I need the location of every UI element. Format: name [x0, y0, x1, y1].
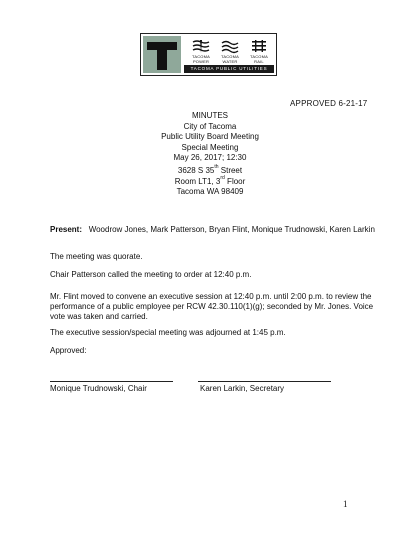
- heading-datetime: May 26, 2017; 12:30: [173, 153, 247, 162]
- chair-signature-label: Monique Trudnowski, Chair: [50, 384, 147, 393]
- tacoma-water-division: [216, 39, 244, 64]
- approved-label: Approved:: [50, 346, 87, 355]
- motion-paragraph: Mr. Flint moved to convene an executive session at 12:40 p.m. until 2:00 p.m. to review the performance of a public employee per RCW 42.30.110(1)(g); seconded by Mr. Jones. Voice vote was taken and carried.: [50, 292, 374, 321]
- t-logo-icon: [143, 36, 181, 73]
- power-icon: [187, 39, 215, 54]
- present-names: Woodrow Jones, Mark Patterson, Bryan Flint, Monique Trudnowski, Karen Larkin: [88, 225, 375, 234]
- secretary-signature-label: Karen Larkin, Secretary: [200, 384, 285, 393]
- address-street: 3628 S 35th Street: [177, 164, 243, 175]
- present-attendees: [50, 225, 378, 235]
- heading-board: Public Utility Board Meeting: [161, 132, 259, 141]
- division-label: TACOMA WATER: [220, 54, 239, 64]
- tacoma-power-division: [187, 39, 215, 64]
- heading-type: Special Meeting: [181, 142, 239, 152]
- address-room: Room LT1, 3rd Floor: [174, 174, 246, 186]
- secretary-signature-line: [198, 381, 331, 382]
- logo-banner: TACOMA PUBLIC UTILITIES: [184, 65, 274, 73]
- tacoma-rail-division: [245, 39, 273, 64]
- water-icon: [216, 39, 244, 54]
- minutes-heading: [120, 111, 300, 164]
- quorate-paragraph: The meeting was quorate.: [50, 252, 143, 261]
- address-city: Tacoma WA 98409: [176, 187, 244, 196]
- division-label: TACOMA RAIL: [249, 54, 268, 64]
- page-number: 1: [343, 499, 348, 509]
- call-to-order-paragraph: Chair Patterson called the meeting to order at 12:40 p.m.: [50, 270, 252, 279]
- tacoma-public-utilities-logo: [140, 33, 277, 76]
- division-label: TACOMA POWER: [191, 54, 210, 64]
- chair-signature-line: [50, 381, 173, 382]
- heading-title: MINUTES: [192, 111, 228, 120]
- meeting-address: [120, 166, 300, 198]
- present-label: Present:: [50, 225, 83, 234]
- adjourned-paragraph: The executive session/special meeting was adjourned at 1:45 p.m.: [50, 328, 286, 337]
- rail-icon: [245, 39, 273, 54]
- approved-stamp: APPROVED 6-21-17: [290, 99, 368, 108]
- heading-org: City of Tacoma: [183, 121, 237, 131]
